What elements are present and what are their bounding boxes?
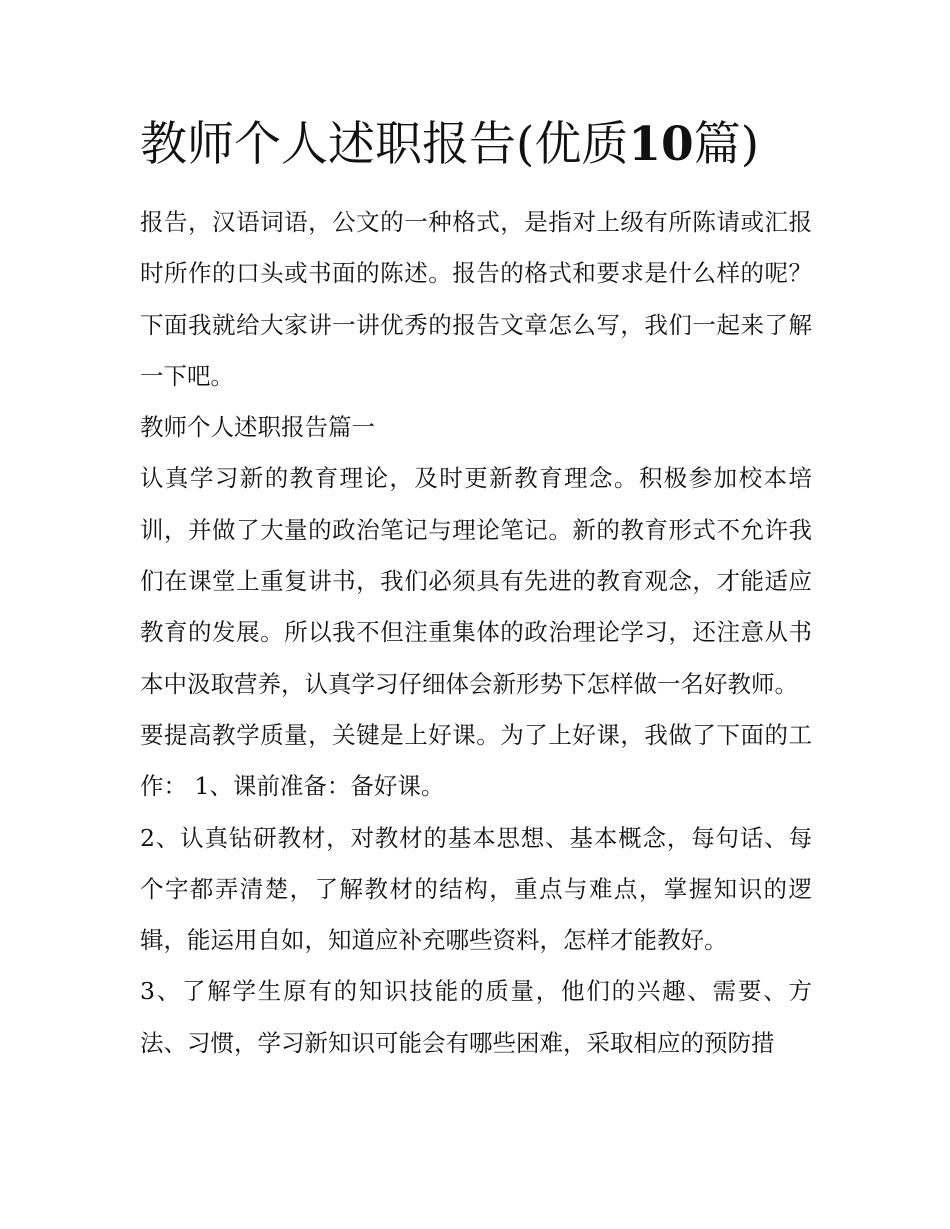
section-heading: 教师个人述职报告篇一 [140, 413, 375, 442]
body-paragraph: 要提高教学质量，关键是上好课。为了上好课，我做了下面的工作： 1、课前准备：备好课。 [140, 720, 812, 801]
body-paragraph: 3、了解学生原有的知识技能的质量，他们的兴趣、需要、方法、习惯，学习新知识可能会有哪些困难，采取相应的预防措 [140, 977, 812, 1057]
title-main: 教师个人述职报告(优质 [140, 117, 629, 172]
title-end: 篇) [693, 117, 760, 172]
document-body [140, 197, 812, 1069]
body-paragraph: 认真学习新的教育理论，及时更新教育理念。积极参加校本培训，并做了大量的政治笔记与理论笔记。新的教育形式不允许我们在课堂上重复讲书，我们必须具有先进的教育观念，才能适应教育的发展。所以我不但注重集体的政治理论学习，还注意从书本中汲取营养，认真学习仔细体会新形势下怎样做一名好教师。 [140, 464, 812, 698]
document-title [140, 112, 820, 178]
body-paragraph: 2、认真钻研教材，对教材的基本思想、基本概念，每句话、每个字都弄清楚，了解教材的结构，重点与难点，掌握知识的逻辑，能运用自如，知道应补充哪些资料，怎样才能教好。 [140, 823, 812, 955]
intro-paragraph: 报告，汉语词语，公文的一种格式，是指对上级有所陈请或汇报时所作的口头或书面的陈述。报告的格式和要求是什么样的呢？下面我就给大家讲一讲优秀的报告文章怎么写，我们一起来了解一下吧。 [140, 208, 812, 390]
title-number: 10 [628, 117, 694, 172]
